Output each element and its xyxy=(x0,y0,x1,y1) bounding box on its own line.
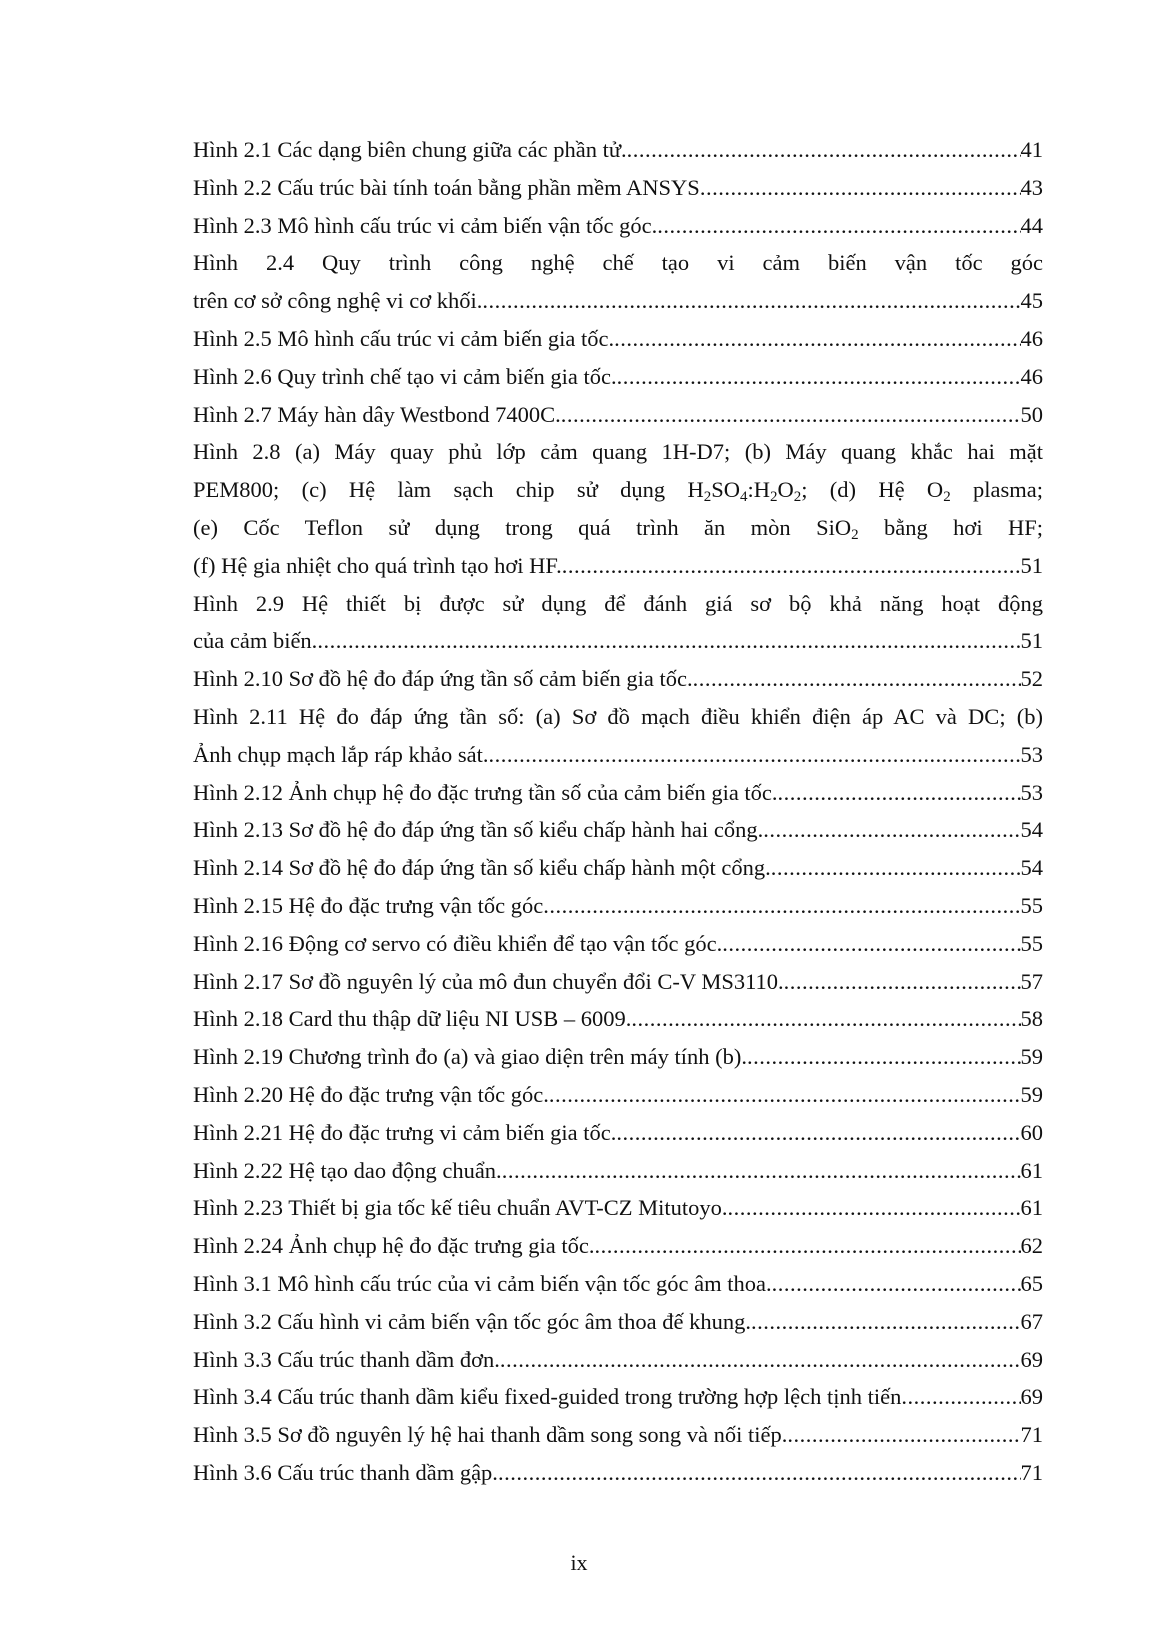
toc-entry[interactable]: Hình 2.13 Sơ đồ hệ đo đáp ứng tần số kiểu chấp hành hai cổng. ..... 54 xyxy=(193,811,1043,849)
toc-entry[interactable]: Hình 3.2 Cấu hình vi cảm biến vận tốc góc âm thoa đế khung. ..... 67 xyxy=(193,1303,1043,1341)
toc-entry[interactable]: Hình 2.6 Quy trình chế tạo vi cảm biến gia tốc. ..... 46 xyxy=(193,358,1043,396)
toc-entry[interactable]: Hình 2.3 Mô hình cấu trúc vi cảm biến vận tốc góc. ..... 44 xyxy=(193,207,1043,245)
toc-entry[interactable]: Hình 2.18 Card thu thập dữ liệu NI USB – 6009. ..... 58 xyxy=(193,1000,1043,1038)
toc-entry[interactable]: Hình 2.22 Hệ tạo dao động chuẩn. ..... 61 xyxy=(193,1152,1043,1190)
toc-entry-multiline[interactable]: Hình 2.11 Hệ đo đáp ứng tần số: (a) Sơ đồ mạch điều khiển điện áp AC và DC; (b) Ảnh chụp mạch lắp ráp khảo sát. ..... 53 xyxy=(193,698,1043,774)
toc-entry[interactable]: Hình 2.1 Các dạng biên chung giữa các phần tử. ..... 41 xyxy=(193,131,1043,169)
toc-entry[interactable]: Hình 3.4 Cấu trúc thanh dầm kiểu fixed-guided trong trường hợp lệch tịnh tiến ..... 69 xyxy=(193,1378,1043,1416)
toc-entry-multiline[interactable]: Hình 2.9 Hệ thiết bị được sử dụng để đánh giá sơ bộ khả năng hoạt động của cảm biến. ..... 51 xyxy=(193,585,1043,661)
toc-entry[interactable]: Hình 2.17 Sơ đồ nguyên lý của mô đun chuyển đổi C-V MS3110. ..... 57 xyxy=(193,963,1043,1001)
toc-entry[interactable]: Hình 3.1 Mô hình cấu trúc của vi cảm biến vận tốc góc âm thoa. ..... 65 xyxy=(193,1265,1043,1303)
toc-entry[interactable]: Hình 2.21 Hệ đo đặc trưng vi cảm biến gia tốc. ..... 60 xyxy=(193,1114,1043,1152)
toc-entry-multiline[interactable]: Hình 2.4 Quy trình công nghệ chế tạo vi cảm biến vận tốc góc trên cơ sở công nghệ vi cơ khối. ..... 45 xyxy=(193,244,1043,320)
toc-entry[interactable]: Hình 2.19 Chương trình đo (a) và giao diện trên máy tính (b). ..... 59 xyxy=(193,1038,1043,1076)
toc-entry[interactable]: Hình 2.5 Mô hình cấu trúc vi cảm biến gia tốc. ..... 46 xyxy=(193,320,1043,358)
toc-entry[interactable]: Hình 2.23 Thiết bị gia tốc kế tiêu chuẩn AVT-CZ Mitutoyo. ..... 61 xyxy=(193,1189,1043,1227)
toc-entry[interactable]: Hình 2.7 Máy hàn dây Westbond 7400C. ..... 50 xyxy=(193,396,1043,434)
toc-entry[interactable]: Hình 2.2 Cấu trúc bài tính toán bằng phần mềm ANSYS ..... 43 xyxy=(193,169,1043,207)
toc-entry-multiline[interactable]: Hình 2.8 (a) Máy quay phủ lớp cảm quang 1H-D7; (b) Máy quang khắc hai mặt PEM800; (c) Hệ làm sạch chip sử dụng $H_2SO_4:H_2O_2$; (d) Hệ $O_2$ plasma; (e) Cốc Teflon sử dụng trong quá trình ăn mòn SiO$_2$ bằng hơi HF; (f) Hệ gia nhiệt cho quá trình tạo hơi HF. ..... 51 xyxy=(193,433,1043,584)
toc-entry[interactable]: Hình 3.5 Sơ đồ nguyên lý hệ hai thanh dầm song song và nối tiếp. ..... 71 xyxy=(193,1416,1043,1454)
toc-entry[interactable]: Hình 3.3 Cấu trúc thanh dầm đơn. ..... 69 xyxy=(193,1341,1043,1379)
toc-entry[interactable]: Hình 2.10 Sơ đồ hệ đo đáp ứng tần số cảm biến gia tốc. ..... 52 xyxy=(193,660,1043,698)
toc-entry[interactable]: Hình 2.15 Hệ đo đặc trưng vận tốc góc ..... 55 xyxy=(193,887,1043,925)
list-of-figures xyxy=(193,131,1043,1492)
page-number: ix xyxy=(570,1550,588,1575)
toc-entry[interactable]: Hình 2.12 Ảnh chụp hệ đo đặc trưng tần số của cảm biến gia tốc. ..... 53 xyxy=(193,774,1043,812)
toc-entry[interactable]: Hình 2.20 Hệ đo đặc trưng vận tốc góc. ..... 59 xyxy=(193,1076,1043,1114)
toc-entry[interactable]: Hình 2.16 Động cơ servo có điều khiển để tạo vận tốc góc. ..... 55 xyxy=(193,925,1043,963)
toc-entry[interactable]: Hình 2.14 Sơ đồ hệ đo đáp ứng tần số kiểu chấp hành một cổng. ..... 54 xyxy=(193,849,1043,887)
toc-entry[interactable]: Hình 2.24 Ảnh chụp hệ đo đặc trưng gia tốc. ..... 62 xyxy=(193,1227,1043,1265)
toc-entry[interactable]: Hình 3.6 Cấu trúc thanh dầm gập. ..... 71 xyxy=(193,1454,1043,1492)
